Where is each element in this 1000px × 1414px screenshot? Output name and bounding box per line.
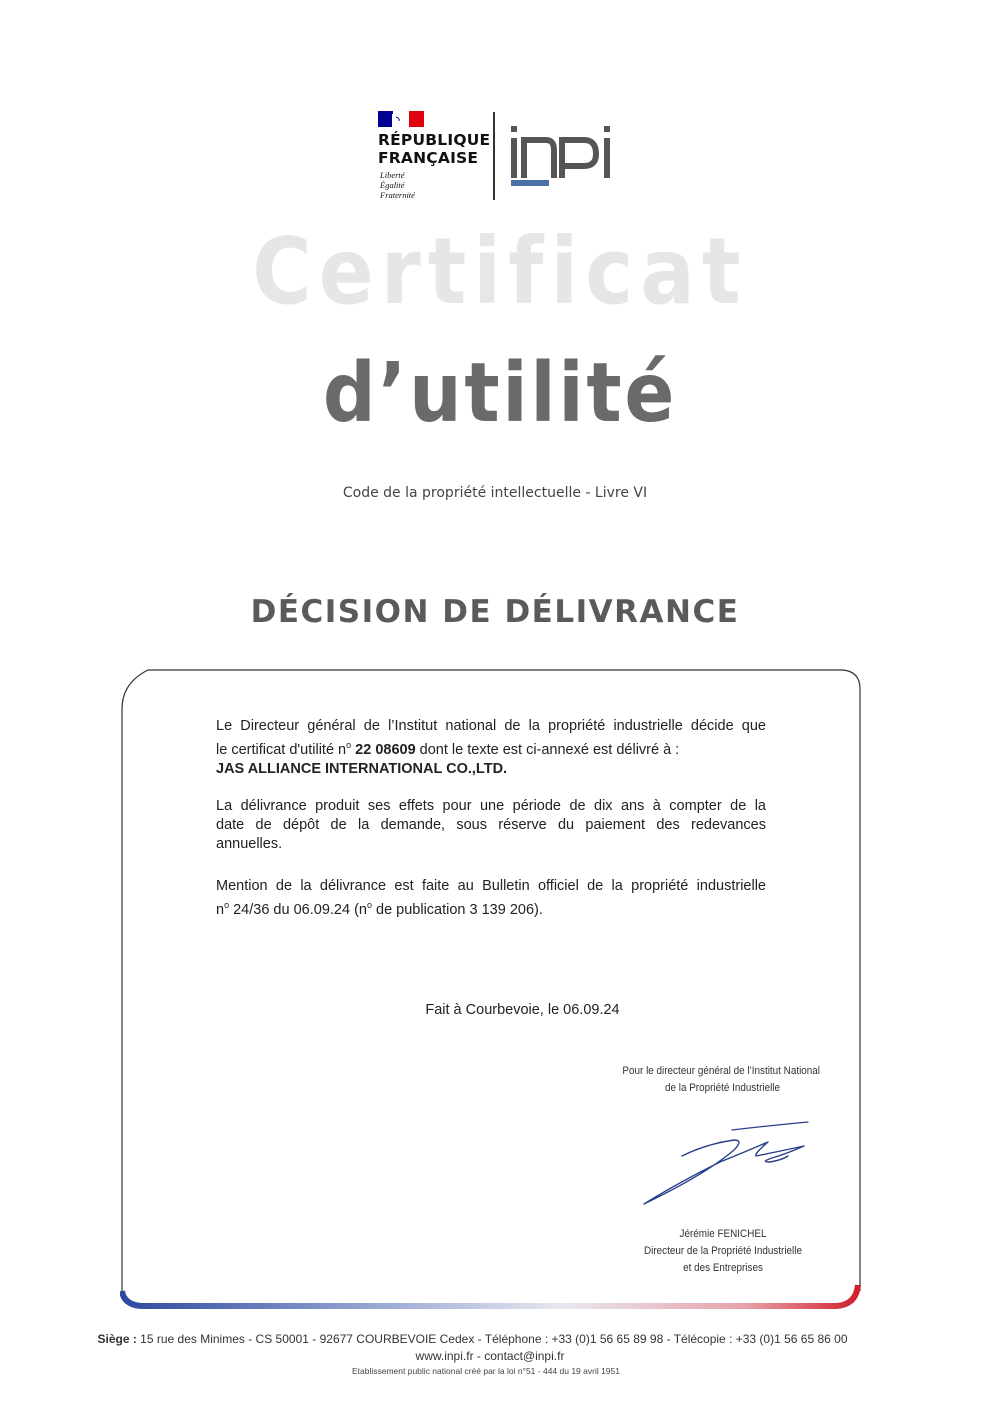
title-certificat: Certificat: [252, 218, 748, 325]
motto-egalite: Égalité: [380, 180, 405, 190]
place-date: Fait à Courbevoie, le 06.09.24: [425, 1002, 620, 1018]
footer-address: Siège : 15 rue des Minimes - CS 50001 - 92677 COURBEVOIE Cedex - Téléphone : +33 (0)1 56 65 89 98 - Télécopie : +33 (0)1 56 65 86 00: [97, 1332, 848, 1346]
handwritten-signature: [636, 1118, 816, 1208]
p1-line2: le certificat d'utilité $n^o$ 22 08609 dont le texte est ci-annexé est délivré à :: [216, 740, 680, 758]
paragraph-effects: La délivrance produit ses effets pour une période de dix ans à compter de la date de dépôt de la demande, sous réserve du paiement des redevances annuelles.: [216, 798, 766, 852]
logo-divider: [493, 112, 495, 200]
republique-text: RÉPUBLIQUE: [378, 131, 491, 149]
p1-line1: Le Directeur général de l’Institut national de la propriété industrielle décide que: [216, 718, 766, 734]
paragraph-publication: Mention de la délivrance est faite au Bulletin officiel de la propriété industrielle $n^o$ 24/36 du 06.09.24 ($n^o$ de publication 3 139 206).: [216, 878, 766, 918]
holder-name: JAS ALLIANCE INTERNATIONAL CO.,LTD.: [216, 760, 508, 777]
signatory-title-line2: et des Entreprises: [683, 1262, 763, 1274]
title-dutilite: d’utilité: [322, 346, 678, 441]
code-subtitle: Code de la propriété intellectuelle - Livre VI: [342, 485, 648, 501]
motto-fraternite: Fraternité: [380, 190, 415, 200]
decision-heading: DÉCISION DE DÉLIVRANCE: [250, 594, 740, 630]
footer-legal: Etablissement public national créé par la loi n°51 - 444 du 19 avril 1951: [351, 1366, 620, 1376]
motto-liberte: Liberté: [380, 170, 405, 180]
signatory-title-line1: Directeur de la Propriété Industrielle: [644, 1245, 802, 1257]
signatory-for-line1: Pour le directeur général de l’Institut National: [622, 1065, 820, 1077]
certificate-number: 22 08609: [355, 741, 416, 758]
signatory-for-line2: de la Propriété Industrielle: [664, 1082, 780, 1094]
signatory-name: Jérémie FENICHEL: [679, 1228, 767, 1240]
footer-web-contact: www.inpi.fr - contact@inpi.fr: [415, 1349, 565, 1363]
marianne-flag-icon: [378, 111, 424, 127]
francaise-text: FRANÇAISE: [378, 149, 479, 167]
inpi-logo-icon: [508, 118, 618, 190]
paragraph-decision: [216, 717, 766, 779]
